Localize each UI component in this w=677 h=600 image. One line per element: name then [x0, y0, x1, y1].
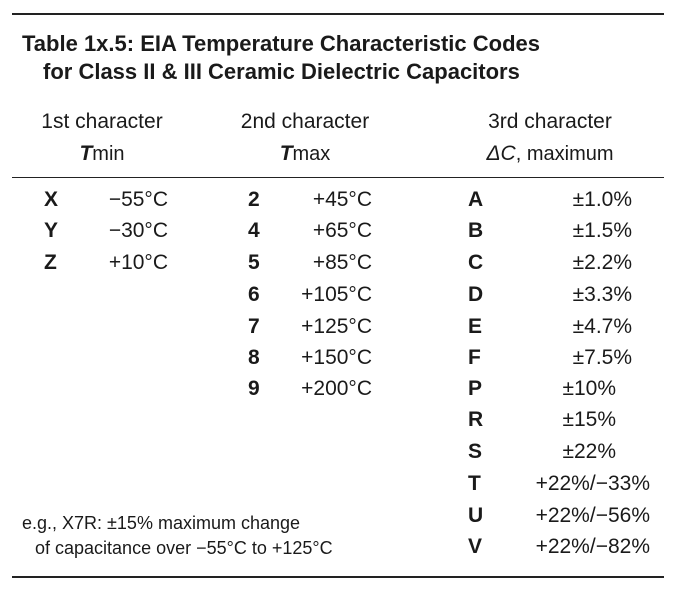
tmax-code: 8 — [248, 346, 260, 369]
title-line-1: Table 1x.5: EIA Temperature Characteristic Codes — [22, 31, 540, 56]
tmax-value: +45°C — [312, 188, 372, 211]
delta-c-value: ±1.5% — [572, 219, 632, 242]
example-note — [22, 511, 333, 561]
title-line-2: for Class II & III Ceramic Dielectric Capacitors — [43, 59, 520, 84]
header-col1 — [22, 106, 182, 170]
tmax-value: +125°C — [301, 315, 372, 338]
tmax-code: 9 — [248, 377, 260, 400]
tmax-code: 4 — [248, 219, 260, 242]
note-line-2: of capacitance over −55°C to +125°C — [35, 538, 333, 558]
delta-c-code: S — [468, 440, 483, 463]
header-col3-label: 3rd character — [488, 110, 612, 133]
header-col3-suffix: , maximum — [515, 143, 614, 165]
tmax-code: 2 — [248, 188, 260, 211]
tmin-value: +10°C — [108, 251, 168, 274]
header-rule — [12, 177, 664, 178]
delta-c-code: D — [468, 283, 484, 306]
delta-c-code: C — [468, 251, 484, 274]
delta-c-code: T — [468, 472, 481, 495]
tmin-code: X — [44, 188, 59, 211]
delta-c-value: +22%/−33% — [535, 472, 650, 495]
header-col2-symbol: T — [279, 142, 293, 165]
delta-c-value: ±1.0% — [572, 188, 632, 211]
tmax-code: 6 — [248, 283, 260, 306]
delta-c-code: A — [468, 188, 484, 211]
tmax-value: +150°C — [301, 346, 372, 369]
header-col2-label: 2nd character — [240, 110, 370, 133]
header-col1-sub: min — [92, 143, 125, 165]
table-title — [22, 30, 540, 86]
bottom-rule — [12, 576, 664, 578]
delta-c-code: R — [468, 408, 484, 431]
delta-c-code: B — [468, 219, 484, 242]
note-line-1: e.g., X7R: ±15% maximum change — [22, 513, 301, 533]
header-col3 — [460, 106, 640, 170]
tmin-code: Y — [44, 219, 59, 242]
delta-c-value: ±22% — [562, 440, 616, 463]
delta-c-value: ±2.2% — [572, 251, 632, 274]
tmin-code: Z — [44, 251, 57, 274]
delta-c-code: F — [468, 346, 481, 369]
tmax-value: +65°C — [312, 219, 372, 242]
delta-c-value: ±4.7% — [572, 315, 632, 338]
tmax-code: 7 — [248, 315, 260, 338]
delta-c-value: +22%/−56% — [535, 504, 650, 527]
delta-c-code: E — [468, 315, 483, 338]
top-rule — [12, 13, 664, 15]
tmax-value: +105°C — [301, 283, 372, 306]
header-col3-symbol: ΔC — [486, 142, 516, 165]
tmax-value: +85°C — [312, 251, 372, 274]
delta-c-value: ±7.5% — [572, 346, 632, 369]
delta-c-code: P — [468, 377, 483, 400]
tmax-code: 5 — [248, 251, 260, 274]
delta-c-value: +22%/−82% — [535, 535, 650, 558]
tmin-value: −55°C — [108, 188, 168, 211]
tmax-value: +200°C — [301, 377, 372, 400]
header-col2 — [210, 106, 400, 170]
header-col1-label: 1st character — [41, 110, 163, 133]
delta-c-value: ±3.3% — [572, 283, 632, 306]
tmin-value: −30°C — [108, 219, 168, 242]
delta-c-value: ±10% — [562, 377, 616, 400]
delta-c-code: U — [468, 504, 484, 527]
header-col2-sub: max — [292, 143, 331, 165]
header-col1-symbol: T — [79, 142, 93, 165]
delta-c-value: ±15% — [562, 408, 616, 431]
delta-c-code: V — [468, 535, 483, 558]
